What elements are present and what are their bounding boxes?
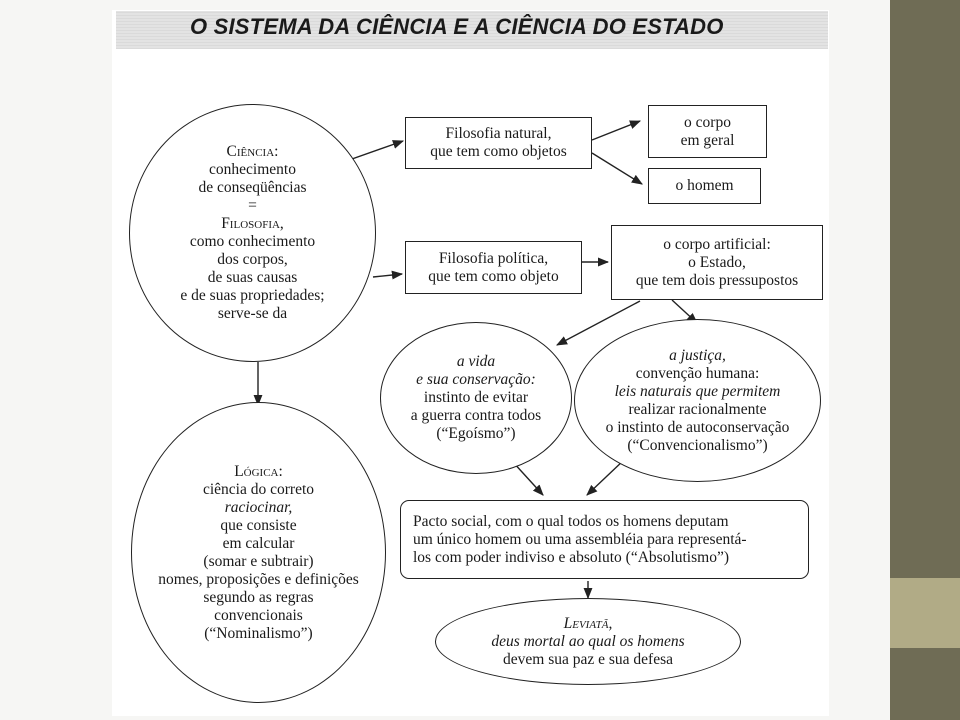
logica-line: segundo as regras [203,588,314,606]
justica-circle [574,319,821,482]
logica-line: convencionais [214,606,303,624]
justica-line: realizar racionalmente [628,400,767,418]
corpo-geral-box [648,105,767,158]
justica-line: a justiça, [669,346,726,364]
homem-line: o homem [675,177,734,194]
logica-heading: Lógica: [234,462,283,480]
vida-circle [380,322,572,474]
justica-line: (“Convencionalismo”) [627,436,768,454]
logica-line: nomes, proposições e definições [158,570,359,588]
ciencia-line: como conhecimento [189,233,316,250]
filosofia-natural-line: que tem como objetos [430,143,567,160]
filosofia-politica-box [405,241,582,294]
filosofia-politica-line: Filosofia política, [438,249,549,267]
vida-line: instinto de evitar [423,389,529,406]
logica-line: ciência do correto [202,480,315,498]
corpo-geral-line: em geral [680,131,735,149]
logica-line: em calcular [222,534,295,552]
leviata-line: deus mortal ao qual os homens [491,632,685,650]
ciencia-equals: = [248,197,257,214]
ciencia-line: conhecimento [209,161,296,178]
leviata-heading: Leviatã, [563,614,613,632]
ciencia-heading: Ciência: [226,143,279,160]
pacto-social-box [400,500,809,579]
filosofia-natural-box [405,117,592,169]
corpo-artificial-line: o Estado, [688,253,746,271]
justica-line: convenção humana: [635,364,760,382]
logica-line: (“Nominalismo”) [204,624,313,642]
vida-line: a guerra contra todos [410,407,542,424]
arrow-ciencia-to-filosofia-politica [373,274,402,277]
ciencia-line: serve-se da [217,305,288,322]
pacto-line: um único homem ou uma assembléia para representá- [413,530,747,548]
logica-line: (somar e subtrair) [203,552,314,570]
arrow-filosofia-natural-to-corpo [592,121,640,140]
corpo-artificial-box [611,225,823,300]
leviata-oval [435,598,741,685]
ciencia-line: e de suas propriedades; [180,287,325,304]
vida-line: e sua conservação: [416,371,536,388]
leviata-line: devem sua paz e sua defesa [503,650,673,668]
ciencia-circle [129,104,376,362]
arrow-filosofia-natural-to-homem [592,153,642,184]
filosofia-politica-line: que tem como objeto [428,267,559,285]
ciencia-line: de suas causas [207,269,298,286]
logica-line: que consiste [220,516,297,534]
justica-line: o instinto de autoconservação [605,418,790,436]
vida-line: a vida [456,353,496,370]
diagram-title: O SISTEMA DA CIÊNCIA E A CIÊNCIA DO ESTADO [190,14,724,39]
corpo-geral-line: o corpo [684,113,731,131]
logica-circle [131,402,386,703]
pacto-line: los com poder indiviso e absoluto (“Absolutismo”) [413,548,729,566]
filosofia-heading: Filosofia, [221,215,284,232]
filosofia-natural-line: Filosofia natural, [445,125,552,142]
arrow-justica-to-pacto [587,459,625,495]
logica-line: raciocinar, [224,498,293,516]
ciencia-line: de conseqüências [198,179,307,196]
justica-line: leis naturais que permitem [614,382,781,400]
ciencia-line: dos corpos, [217,251,288,268]
homem-box [648,168,761,204]
vida-line: (“Egoísmo”) [436,425,516,442]
pacto-line: Pacto social, com o qual todos os homens deputam [413,512,729,530]
corpo-artificial-line: o corpo artificial: [663,235,771,253]
corpo-artificial-line: que tem dois pressupostos [635,271,799,289]
